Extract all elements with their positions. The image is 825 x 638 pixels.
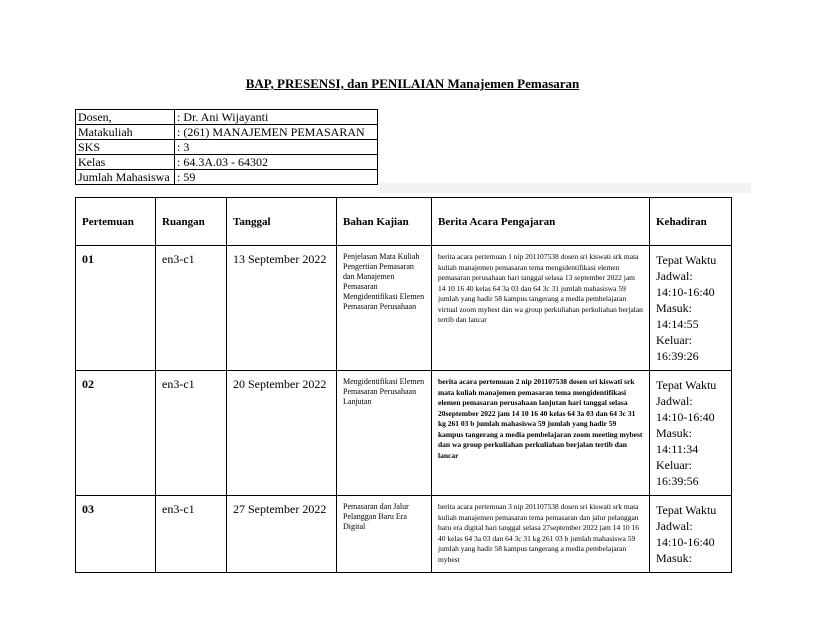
keluar-value: 16:39:56 [656, 474, 699, 488]
info-value: : 3 [175, 140, 378, 155]
bahan-cell: Pemasaran dan Jalur Pelanggan Baru Era Digital [337, 496, 432, 573]
kehadiran-cell [650, 246, 732, 371]
attendance-table [75, 197, 732, 573]
keluar-label: Keluar: [656, 333, 692, 347]
kehadiran-cell [650, 371, 732, 496]
bahan-cell: Penjelasan Mata Kuliah Pengertian Pemasaran dan Manajemen Pemasaran Mengidentifikasi Elemen Pemasaran Perusahaan [337, 246, 432, 371]
ruangan-cell: en3-c1 [156, 496, 227, 573]
berita-cell: berita acara pertemuan 2 nip 201107538 dosen sri kiswati srk mata kuliah manajemen pemasaran tema mengidentifikasi elemen pemasaran perusahaan lanjutan hari tanggal selasa 20september 2022 jam 14 10 16 40 kelas 64 3a 03 dan 64 3c 31 kg 261 03 b jumlah mahasiswa 59 jumlah yang hadir 59 kampus tangerang a media pembelajaran zoom meeting mybest dan wa group perkuliahan perkuliahan berjalan tertib dan lancar [432, 371, 650, 496]
tanggal-cell: 13 September 2022 [227, 246, 337, 371]
header-tanggal: Tanggal [227, 198, 337, 246]
berita-cell: berita acara pertemuan 1 nip 201107538 dosen sri kiswati srk mata kuliah manajemen pemasaran tema mengidentifikasi elemen pemasaran perusahaan hari tanggal selasa 13 september 2022 jam 14 10 16 40 kelas 64 3a 03 dan 64 3c 31 jumlah mahasiswa 59 jumlah yang hadir 58 kampus tangerang a media pembelajaran virtual zoom mybest dan wa group perkuliahan perkuliahan berjalan tertib dan lancar [432, 246, 650, 371]
page-title: BAP, PRESENSI, dan PENILAIAN Manajemen Pemasaran [245, 76, 580, 91]
info-value: : (261) MANAJEMEN PEMASARAN [175, 125, 378, 140]
tanggal-cell: 27 September 2022 [227, 496, 337, 573]
table-header-row [76, 198, 732, 246]
header-berita-acara: Berita Acara Pengajaran [432, 198, 650, 246]
info-label: Matakuliah [76, 125, 175, 140]
jadwal-value: 14:10-16:40 [656, 285, 715, 299]
pertemuan-cell: 02 [76, 371, 156, 496]
info-value: : 59 [175, 170, 378, 185]
table-row [76, 496, 732, 573]
info-row-matakuliah [76, 125, 378, 140]
ruangan-cell: en3-c1 [156, 246, 227, 371]
pertemuan-cell: 03 [76, 496, 156, 573]
ruangan-cell: en3-c1 [156, 371, 227, 496]
info-row-kelas [76, 155, 378, 170]
shaded-band [379, 183, 751, 193]
header-ruangan: Ruangan [156, 198, 227, 246]
info-label: Jumlah Mahasiswa [76, 170, 175, 185]
jadwal-label: Jadwal: [656, 269, 693, 283]
info-row-dosen [76, 110, 378, 125]
status-text: Tepat Waktu [656, 253, 717, 267]
jadwal-label: Jadwal: [656, 519, 693, 533]
table-row [76, 246, 732, 371]
jadwal-label: Jadwal: [656, 394, 693, 408]
info-row-jumlah [76, 170, 378, 185]
info-value: : 64.3A.03 - 64302 [175, 155, 378, 170]
berita-cell: berita acara pertemuan 3 nip 201107538 dosen sri kiswati srk mata kuliah manajemen pemasaran tema pemasaran dan jalur pelanggan baru era digital hari tanggal selasa 27september 2022 jam 14 10 16 40 kelas 64 3a 03 dan 64 3c 31 kg 261 03 b jumlah mahasiswa 59 jumlah yang hadir 58 kampus tangerang a media pembelajaran mybest [432, 496, 650, 573]
keluar-label: Keluar: [656, 458, 692, 472]
status-text: Tepat Waktu [656, 378, 717, 392]
header-kehadiran: Kehadiran [650, 198, 732, 246]
masuk-value: 14:11:34 [656, 442, 699, 456]
header-pertemuan: Pertemuan [76, 198, 156, 246]
masuk-label: Masuk: [656, 551, 692, 565]
info-value: : Dr. Ani Wijayanti [175, 110, 378, 125]
status-text: Tepat Waktu [656, 503, 717, 517]
pertemuan-cell: 01 [76, 246, 156, 371]
table-row [76, 371, 732, 496]
info-label: Kelas [76, 155, 175, 170]
masuk-label: Masuk: [656, 426, 692, 440]
course-info-table [75, 109, 378, 185]
kehadiran-cell [650, 496, 732, 573]
masuk-value: 14:14:55 [656, 317, 699, 331]
bahan-cell: Mengidentifikasi Elemen Pemasaran Perusahaan Lanjutan [337, 371, 432, 496]
jadwal-value: 14:10-16:40 [656, 410, 715, 424]
tanggal-cell: 20 September 2022 [227, 371, 337, 496]
info-row-sks [76, 140, 378, 155]
jadwal-value: 14:10-16:40 [656, 535, 715, 549]
info-label: SKS [76, 140, 175, 155]
info-label: Dosen, [76, 110, 175, 125]
masuk-label: Masuk: [656, 301, 692, 315]
keluar-value: 16:39:26 [656, 349, 699, 363]
header-bahan-kajian: Bahan Kajian [337, 198, 432, 246]
